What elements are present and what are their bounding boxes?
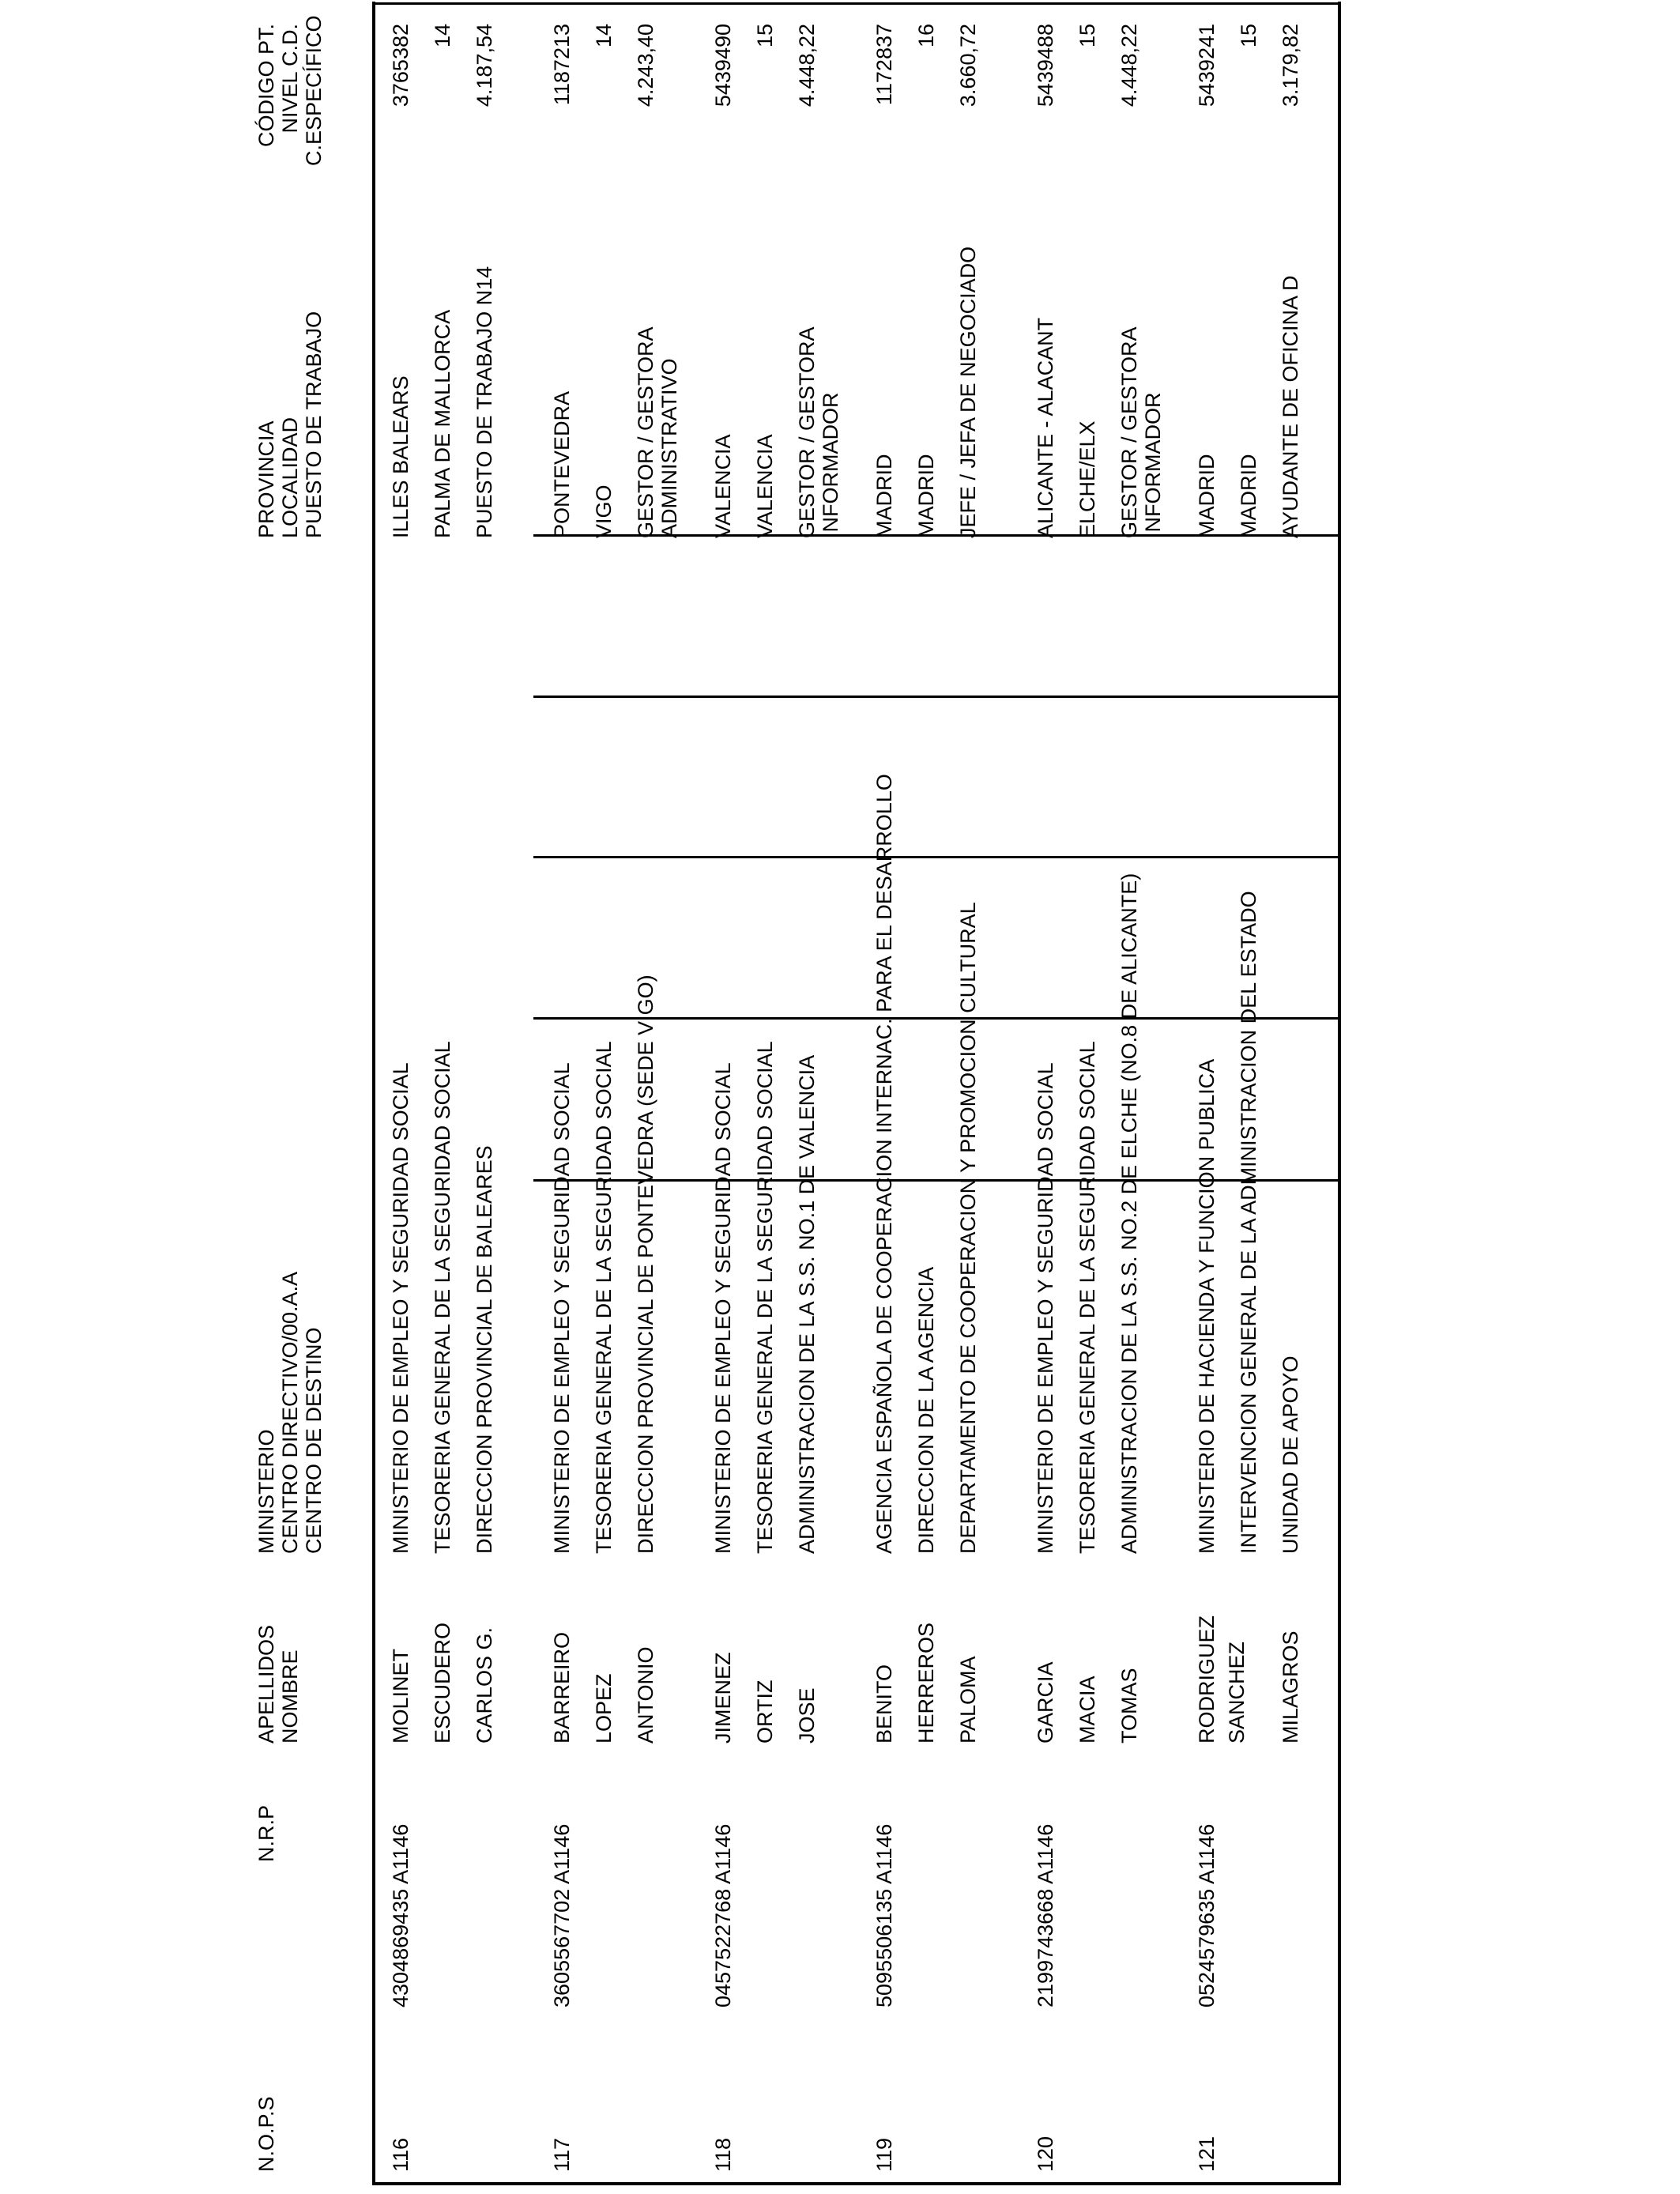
row-centro-destino: DIRECCION PROVINCIAL DE BALEARES [473, 1145, 496, 1554]
row-nrp: 2199743668 A1146 [1034, 1823, 1057, 2007]
row-localidad: ELCHE/ELX [1075, 420, 1099, 538]
row-codigo: 3765382 [389, 24, 412, 107]
row-puesto: GESTOR / GESTORA [634, 326, 657, 538]
row-centro-directivo: TESORERIA GENERAL DE LA SEGURIDAD SOCIAL [431, 1041, 454, 1554]
row-localidad: MADRID [1237, 454, 1260, 538]
row-codigo: 1172837 [872, 24, 896, 106]
header-centro-destino: CENTRO DE DESTINO [302, 1327, 326, 1554]
row-nops: 121 [1195, 2136, 1219, 2172]
table-right-border [375, 2, 1338, 5]
row-nombre: PALOMA [956, 1656, 980, 1744]
header-nrp: N.R.P [254, 1804, 278, 1862]
row-apellido1: BARREIRO [550, 1631, 574, 1744]
row-apellido2: SANCHEZ [1225, 1641, 1249, 1744]
header-localidad: LOCALIDAD [278, 417, 302, 538]
row-nrp: 5095506135 A1146 [872, 1823, 896, 2007]
row-provincia: ALICANTE - ALACANT [1034, 317, 1057, 538]
row-nombre: CARLOS G. [473, 1627, 496, 1744]
header-centro-directivo: CENTRO DIRECTIVO/00.A.A [278, 1271, 302, 1554]
row-puesto: GESTOR / GESTORA [795, 326, 819, 538]
row-apellido1: RODRIGUEZ [1195, 1615, 1219, 1744]
row-apellido1: GARCIA [1034, 1661, 1057, 1744]
row-ministerio: MINISTERIO DE EMPLEO Y SEGURIDAD SOCIAL [711, 1062, 735, 1554]
header-nivel: NIVEL C.D. [278, 24, 302, 134]
row-centro-destino: ADMINISTRACION DE LA S.S. NO.2 DE ELCHE (NO.8 DE ALICANTE) [1117, 873, 1141, 1554]
row-localidad: MADRID [914, 454, 938, 538]
row-provincia: PONTEVEDRA [550, 390, 574, 538]
row-centro-destino: UNIDAD DE APOYO [1279, 1355, 1302, 1554]
row-nops: 117 [550, 2137, 574, 2172]
row-apellido1: BENITO [872, 1664, 896, 1744]
row-especifico: 3.660,72 [956, 24, 980, 107]
row-ministerio: MINISTERIO DE EMPLEO Y SEGURIDAD SOCIAL [389, 1062, 412, 1554]
row-nivel: 15 [753, 24, 777, 48]
row-nops: 120 [1034, 2136, 1057, 2172]
row-centro-destino: DIRECCION PROVINCIAL DE PONTEVEDRA (SEDE VIGO) [634, 974, 657, 1554]
row-centro-directivo: TESORERIA GENERAL DE LA SEGURIDAD SOCIAL [592, 1041, 616, 1554]
row-nrp: 0524579635 A1146 [1195, 1823, 1219, 2007]
row-nombre: MILAGROS [1279, 1630, 1302, 1744]
row-nombre: ANTONIO [634, 1646, 657, 1744]
row-especifico: 4.448,22 [1117, 24, 1141, 107]
row-nivel: 16 [914, 24, 938, 48]
row-ministerio: MINISTERIO DE HACIENDA Y FUNCION PUBLICA [1195, 1058, 1219, 1554]
row-nivel: 14 [592, 24, 616, 48]
row-localidad: PALMA DE MALLORCA [431, 309, 454, 538]
row-nrp: 4304869435 A1146 [389, 1823, 412, 2007]
row-codigo: 5439241 [1195, 24, 1219, 107]
header-codigo: CÓDIGO PT. [254, 24, 278, 148]
row-separator [533, 696, 1341, 698]
row-codigo: 1187213 [550, 24, 574, 106]
row-centro-directivo: DIRECCION DE LA AGENCIA [914, 1266, 938, 1554]
row-nops: 116 [389, 2137, 412, 2172]
row-localidad: VALENCIA [753, 434, 777, 538]
row-separator [533, 856, 1341, 858]
row-codigo: 5439490 [711, 24, 735, 107]
row-puesto: PUESTO DE TRABAJO N14 [473, 266, 496, 538]
row-apellido2: MACIA [1075, 1676, 1099, 1744]
row-apellido2: ORTIZ [753, 1679, 777, 1744]
row-centro-directivo: INTERVENCION GENERAL DE LA ADMINISTRACION DEL ESTADO [1237, 891, 1260, 1554]
row-puesto: AYUDANTE DE OFICINA D [1279, 275, 1302, 538]
header-ministerio: MINISTERIO [254, 1429, 278, 1554]
row-nivel: 15 [1075, 24, 1099, 48]
row-nombre: TOMAS [1117, 1668, 1141, 1744]
header-especifico: C.ESPECÍFICO [302, 15, 326, 166]
row-puesto-line2: INFORMADOR [1141, 392, 1165, 538]
row-apellido2: ESCUDERO [431, 1622, 454, 1744]
row-nrp: 3605567702 A1146 [550, 1823, 574, 2007]
row-localidad: VIGO [592, 484, 616, 538]
row-puesto: GESTOR / GESTORA [1117, 326, 1141, 538]
row-apellido2: HERREROS [914, 1622, 938, 1744]
row-puesto-line2: INFORMADOR [819, 392, 842, 538]
row-ministerio: MINISTERIO DE EMPLEO Y SEGURIDAD SOCIAL [1034, 1062, 1057, 1554]
row-centro-directivo: TESORERIA GENERAL DE LA SEGURIDAD SOCIAL [753, 1041, 777, 1554]
row-nops: 119 [872, 2137, 896, 2172]
row-ministerio: MINISTERIO DE EMPLEO Y SEGURIDAD SOCIAL [550, 1062, 574, 1554]
header-apellidos: APELLIDOS [254, 1624, 278, 1744]
row-nrp: 0457522768 A1146 [711, 1823, 735, 2007]
row-puesto-line2: ADMINISTRATIVO [657, 358, 681, 538]
row-especifico: 4.187,54 [473, 24, 496, 107]
row-apellido2: LOPEZ [592, 1673, 616, 1744]
row-provincia: MADRID [1195, 454, 1219, 538]
header-nombre: NOMBRE [278, 1649, 302, 1744]
row-apellido1: JIMENEZ [711, 1652, 735, 1744]
row-nivel: 14 [431, 24, 454, 48]
row-nombre: JOSE [795, 1687, 819, 1744]
row-ministerio: AGENCIA ESPAÑOLA DE COOPERACION INTERNAC. PARA EL DESARROLLO [872, 774, 896, 1554]
header-puesto: PUESTO DE TRABAJO [302, 311, 326, 538]
row-centro-destino: ADMINISTRACION DE LA S.S. NO.1 DE VALENCIA [795, 1054, 819, 1554]
row-centro-directivo: TESORERIA GENERAL DE LA SEGURIDAD SOCIAL [1075, 1041, 1099, 1554]
row-nops: 118 [711, 2137, 735, 2172]
row-codigo: 5439488 [1034, 24, 1057, 107]
row-puesto: JEFE / JEFA DE NEGOCIADO [956, 246, 980, 538]
row-especifico: 4.448,22 [795, 24, 819, 107]
header-provincia: PROVINCIA [254, 420, 278, 538]
row-provincia: VALENCIA [711, 434, 735, 538]
header-nops: N.O.P.S [254, 2096, 278, 2172]
row-especifico: 4.243,40 [634, 24, 657, 107]
row-nivel: 15 [1237, 24, 1260, 48]
row-provincia: MADRID [872, 454, 896, 538]
row-centro-destino: DEPARTAMENTO DE COOPERACION Y PROMOCION CULTURAL [956, 902, 980, 1554]
row-apellido1: MOLINET [389, 1648, 412, 1744]
row-provincia: ILLES BALEARS [389, 375, 412, 538]
row-especifico: 3.179,82 [1279, 24, 1302, 107]
